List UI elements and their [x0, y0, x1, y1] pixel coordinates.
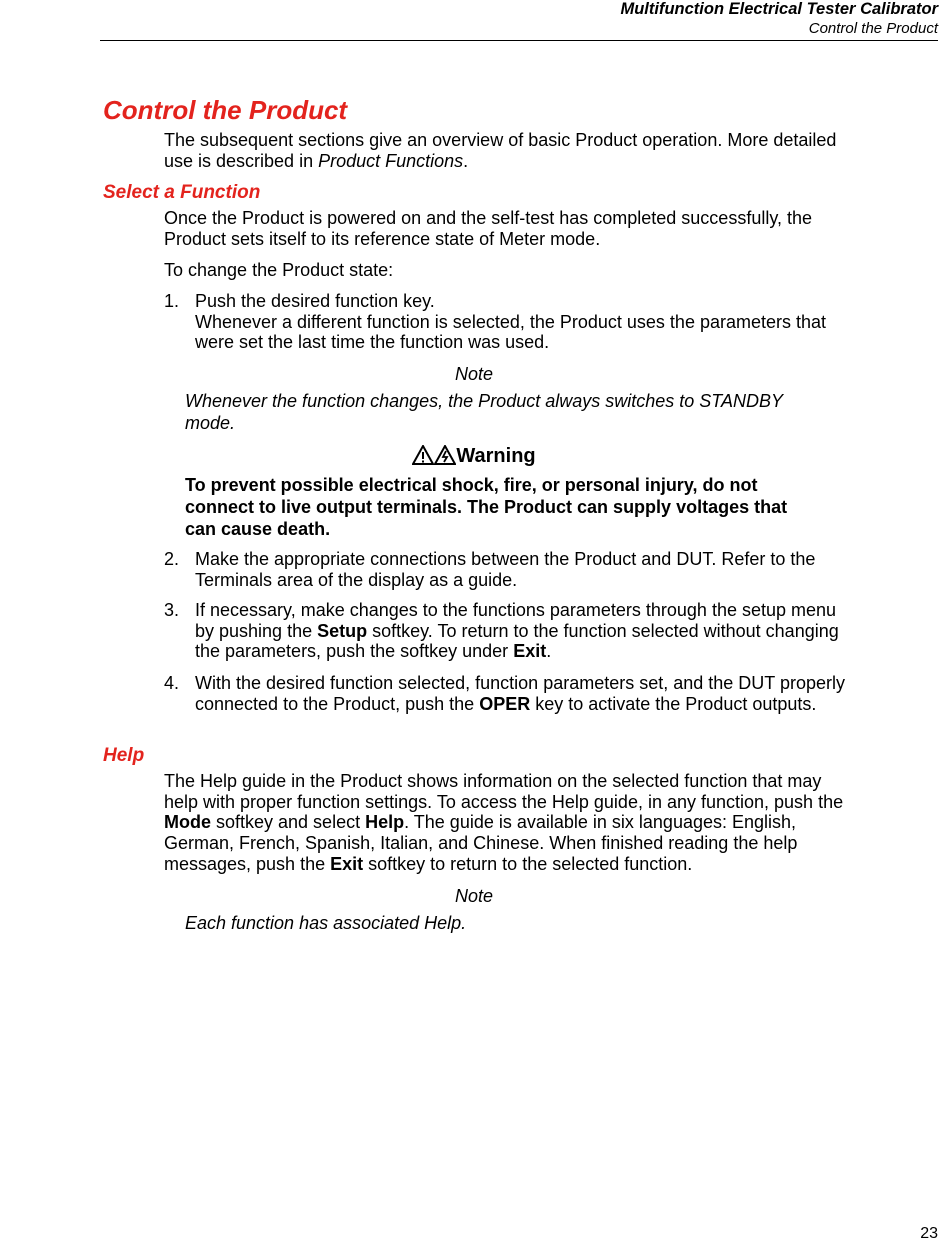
exit-softkey-label: Exit: [513, 641, 547, 662]
shock-hazard-icon: [434, 445, 456, 465]
header-rule: [100, 40, 938, 41]
change-state-paragraph: To change the Product state:: [164, 260, 394, 280]
step-4: [164, 673, 854, 714]
step-number: 2.: [164, 549, 180, 569]
help-heading: Help: [103, 745, 145, 766]
help-menu-label: Help: [365, 812, 405, 833]
step-text: Push the desired function key.: [195, 291, 435, 311]
intro-paragraph: The subsequent sections give an overview of basic Product operation. More detailed use is described in Product Functions.: [164, 130, 837, 171]
note-label: Note: [454, 364, 494, 384]
setup-softkey-label: Setup: [317, 620, 368, 641]
page-title: Control the Product: [103, 95, 348, 125]
page-number: 23: [920, 1225, 938, 1242]
step-detail: Whenever a different function is selected, the Product uses the parameters that were set the last time the function was used.: [195, 311, 827, 353]
product-functions-reference: Product Functions: [318, 150, 464, 171]
warning-heading: [0, 445, 948, 468]
help-paragraph: The Help guide in the Product shows information on the selected function that may help with proper function settings. To access the Help guide, in any function, push the Mode softkey and select Help. The guide is available in six languages: English, German, French, Spanish, Italian, and Chinese. When finished reading the help messages, push the Exit softkey to return to the selected function.: [164, 771, 844, 874]
warning-label: Warning: [456, 445, 536, 467]
select-function-paragraph: Once the Product is powered on and the self-test has completed successfully, the Product sets itself to its reference state of Meter mode.: [164, 208, 813, 249]
help-note-text: Each function has associated Help.: [185, 913, 467, 933]
step-2: [164, 549, 854, 590]
step-3: [164, 600, 854, 662]
mode-softkey-label: Mode: [164, 812, 211, 833]
step-text: Make the appropriate connections between the Product and DUT. Refer to the Terminals area of the display as a guide.: [195, 549, 816, 590]
header-document-title: Multifunction Electrical Tester Calibrator: [620, 0, 938, 18]
step-number: 4.: [164, 673, 180, 693]
step-text: If necessary, make changes to the functions parameters through the setup menu by pushing the Setup softkey. To return to the function selected without changing the parameters, push the softkey under Exit.: [195, 600, 839, 662]
step-1: [164, 291, 854, 353]
warning-triangle-icon: [412, 445, 434, 465]
warning-text: To prevent possible electrical shock, fire, or personal injury, do not connect to live output terminals. The Product can supply voltages that can cause death.: [185, 475, 788, 539]
step-text: With the desired function selected, function parameters set, and the DUT properly connected to the Product, push the OPER key to activate the Product outputs.: [195, 673, 846, 714]
header-section-title: Control the Product: [808, 20, 938, 37]
select-function-heading: Select a Function: [103, 182, 261, 203]
step-number: 3.: [164, 600, 180, 620]
exit-softkey-label: Exit: [330, 853, 364, 874]
step-number: 1.: [164, 291, 180, 311]
help-note-label: Note: [454, 886, 494, 906]
note-text: Whenever the function changes, the Product always switches to STANDBY mode.: [185, 391, 783, 433]
oper-key-label: OPER: [479, 693, 531, 714]
